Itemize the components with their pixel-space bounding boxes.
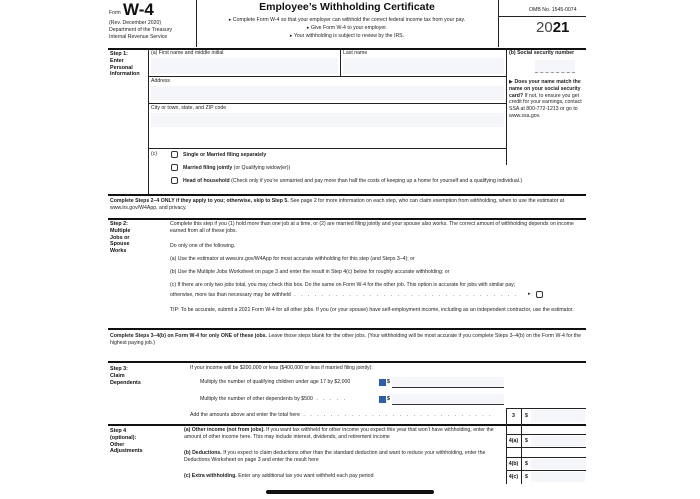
single-checkbox[interactable] — [171, 151, 178, 158]
line-4b-dollar: $ — [525, 461, 528, 467]
step1-label: Step 1: Enter Personal Information — [110, 51, 140, 78]
line-4a-dollar: $ — [525, 438, 528, 444]
address-input[interactable] — [151, 86, 504, 100]
single-label: Single or Married filing separately — [183, 152, 267, 158]
form-title: Employee’s Withholding Certificate — [259, 1, 435, 13]
step2-label: Step 2: Multiple Jobs or Spouse Works — [110, 221, 131, 254]
dependents-dollar: $ — [387, 396, 390, 402]
step3-label: Step 3: Claim Dependents — [110, 366, 141, 386]
ssn-label: (b) Social security number — [509, 50, 575, 56]
dependents-total-label: Add the amounts above and enter the total here . . . . . . . . . . . . . . . . . . . . . . . . . . . . — [190, 412, 493, 418]
other-dependents-label: Multiply the number of other dependents by $500 . . . . . — [200, 396, 348, 402]
line-4a-number: 4(a) — [508, 438, 519, 444]
omb-number: OMB No. 1545-0074 — [529, 7, 577, 13]
children-arrow-icon — [379, 379, 386, 386]
ssn-input[interactable] — [535, 60, 575, 73]
qualifying-children-label: Multiply the number of qualifying children under age 17 by $2,000 — [200, 379, 351, 385]
step2-option-a: (a) Use the estimator at www.irs.gov/W4App for most accurate withholding for this step (and Steps 3–4); or — [170, 256, 415, 262]
last-name-input[interactable] — [343, 58, 504, 74]
deductions-input[interactable] — [531, 459, 585, 469]
first-name-label: (a) First name and middle initial — [151, 50, 224, 56]
step3-intro: If your income will be $200,000 or less ($400,000 or less if married filing jointly): — [190, 365, 373, 371]
line-3-dollar: $ — [525, 413, 528, 419]
step2-tip: TIP: To be accurate, submit a 2021 Form W-4 for all other jobs. If you (or your spouse) have self-employment income, including as an independent contractor, use the estimator. — [170, 307, 574, 313]
instruction-2: ▸ Give Form W-4 to your employer. — [306, 25, 388, 31]
line-3-number: 3 — [512, 413, 515, 419]
address-label: Address — [151, 78, 171, 84]
head-of-household-label: Head of household (Check only if you’re unmarried and pay more than half the costs of keeping up a home for yourself and a qualifying individual.) — [183, 178, 523, 184]
step2-do-only: Do only one of the following. — [170, 243, 236, 249]
deductions-text: (b) Deductions. If you expect to claim deductions other than the standard deduction and want to reduce your withholding, enter the Deductions Worksheet on page 3 and enter the result here — [184, 450, 486, 463]
first-name-input[interactable] — [151, 58, 338, 74]
married-jointly-checkbox[interactable] — [171, 164, 178, 171]
filing-status-label: (c) — [151, 151, 158, 157]
ssn-note: ▶ Does your name match the name on your social security card? If not, to ensure you get credit for your earnings, contact SSA at 800-772-1213 or go to www.ssa.gov. — [509, 79, 582, 119]
city-input[interactable] — [151, 113, 504, 127]
dependents-arrow-icon — [379, 396, 386, 403]
steps-2-4-instruction: Complete Steps 2–4 ONLY if they apply to you; otherwise, skip to Step 5. See page 2 for more information on each step, who can claim exemption from withholding, when to use the estimator at www.irs.gov/W4App, and privacy. — [110, 198, 565, 211]
step2-option-c-line2: otherwise, more tax than necessary may be withheld . . . . . . . . . . . . . . . . . . . . . . . . . . . . . . . . . — [170, 292, 518, 298]
form-number: W-4 — [123, 0, 154, 19]
last-name-label: Last name — [343, 50, 368, 56]
married-jointly-label: Married filing jointly (or Qualifying widow(er)) — [183, 165, 291, 171]
step2-intro: Complete this step if you (1) hold more than one job at a time, or (2) are married filing jointly and your spouse also works. The correct amount of withholding depends on income earned from all of these jobs. — [170, 221, 574, 234]
department: Department of the Treasury — [109, 27, 173, 33]
steps-3-4b-instruction: Complete Steps 3–4(b) on Form W-4 for only ONE of these jobs. Leave those steps blank for the other jobs. (Your withholding will be most accurate if you complete Steps 3–4(b) on the Form W-4 for the highest paying job.) — [110, 333, 582, 346]
line-3-total-input[interactable] — [531, 410, 585, 422]
children-dollar: $ — [387, 379, 390, 385]
other-income-input[interactable] — [531, 436, 585, 446]
line-4c-number: 4(c) — [508, 474, 519, 480]
irs-label: Internal Revenue Service — [109, 34, 168, 40]
step4-label: Step 4 (optional): Other Adjustments — [110, 428, 143, 455]
line-4c-dollar: $ — [525, 474, 528, 480]
two-jobs-checkbox[interactable] — [536, 291, 543, 298]
instruction-1: ▸ Complete Form W-4 so that your employer can withhold the correct federal income tax from your pay. — [228, 17, 466, 23]
other-income-text: (a) Other income (not from jobs). If you want tax withheld for other income you expect this year that won’t have withholding, enter the amount of other income here. This may include interest, dividends, and retirement income — [184, 427, 494, 440]
instruction-3: ▸ Your withholding is subject to review by the IRS. — [289, 33, 405, 39]
head-of-household-checkbox[interactable] — [171, 177, 178, 184]
step2-option-c-line1: (c) If there are only two jobs total, you may check this box. Do the same on Form W-4 for the other job. This option is accurate for jobs with similar pay; — [170, 282, 516, 288]
home-indicator[interactable] — [266, 490, 434, 494]
city-label: City or town, state, and ZIP code — [151, 105, 227, 111]
form-word: Form — [109, 10, 121, 16]
qualifying-children-input[interactable] — [392, 377, 504, 388]
extra-withholding-input[interactable] — [531, 472, 585, 482]
revision-date: (Rev. December 2020) — [109, 20, 162, 26]
step2-option-b: (b) Use the Multiple Jobs Worksheet on page 3 and enter the result in Step 4(c) below for roughly accurate withholding; or — [170, 269, 450, 275]
tax-year: 2021 — [536, 19, 570, 36]
extra-withholding-text: (c) Extra withholding. Enter any additional tax you want withheld each pay period — [184, 473, 374, 479]
step2-arrow-icon: ▸ — [528, 291, 531, 297]
other-dependents-input[interactable] — [392, 394, 504, 405]
line-4b-number: 4(b) — [508, 461, 519, 467]
